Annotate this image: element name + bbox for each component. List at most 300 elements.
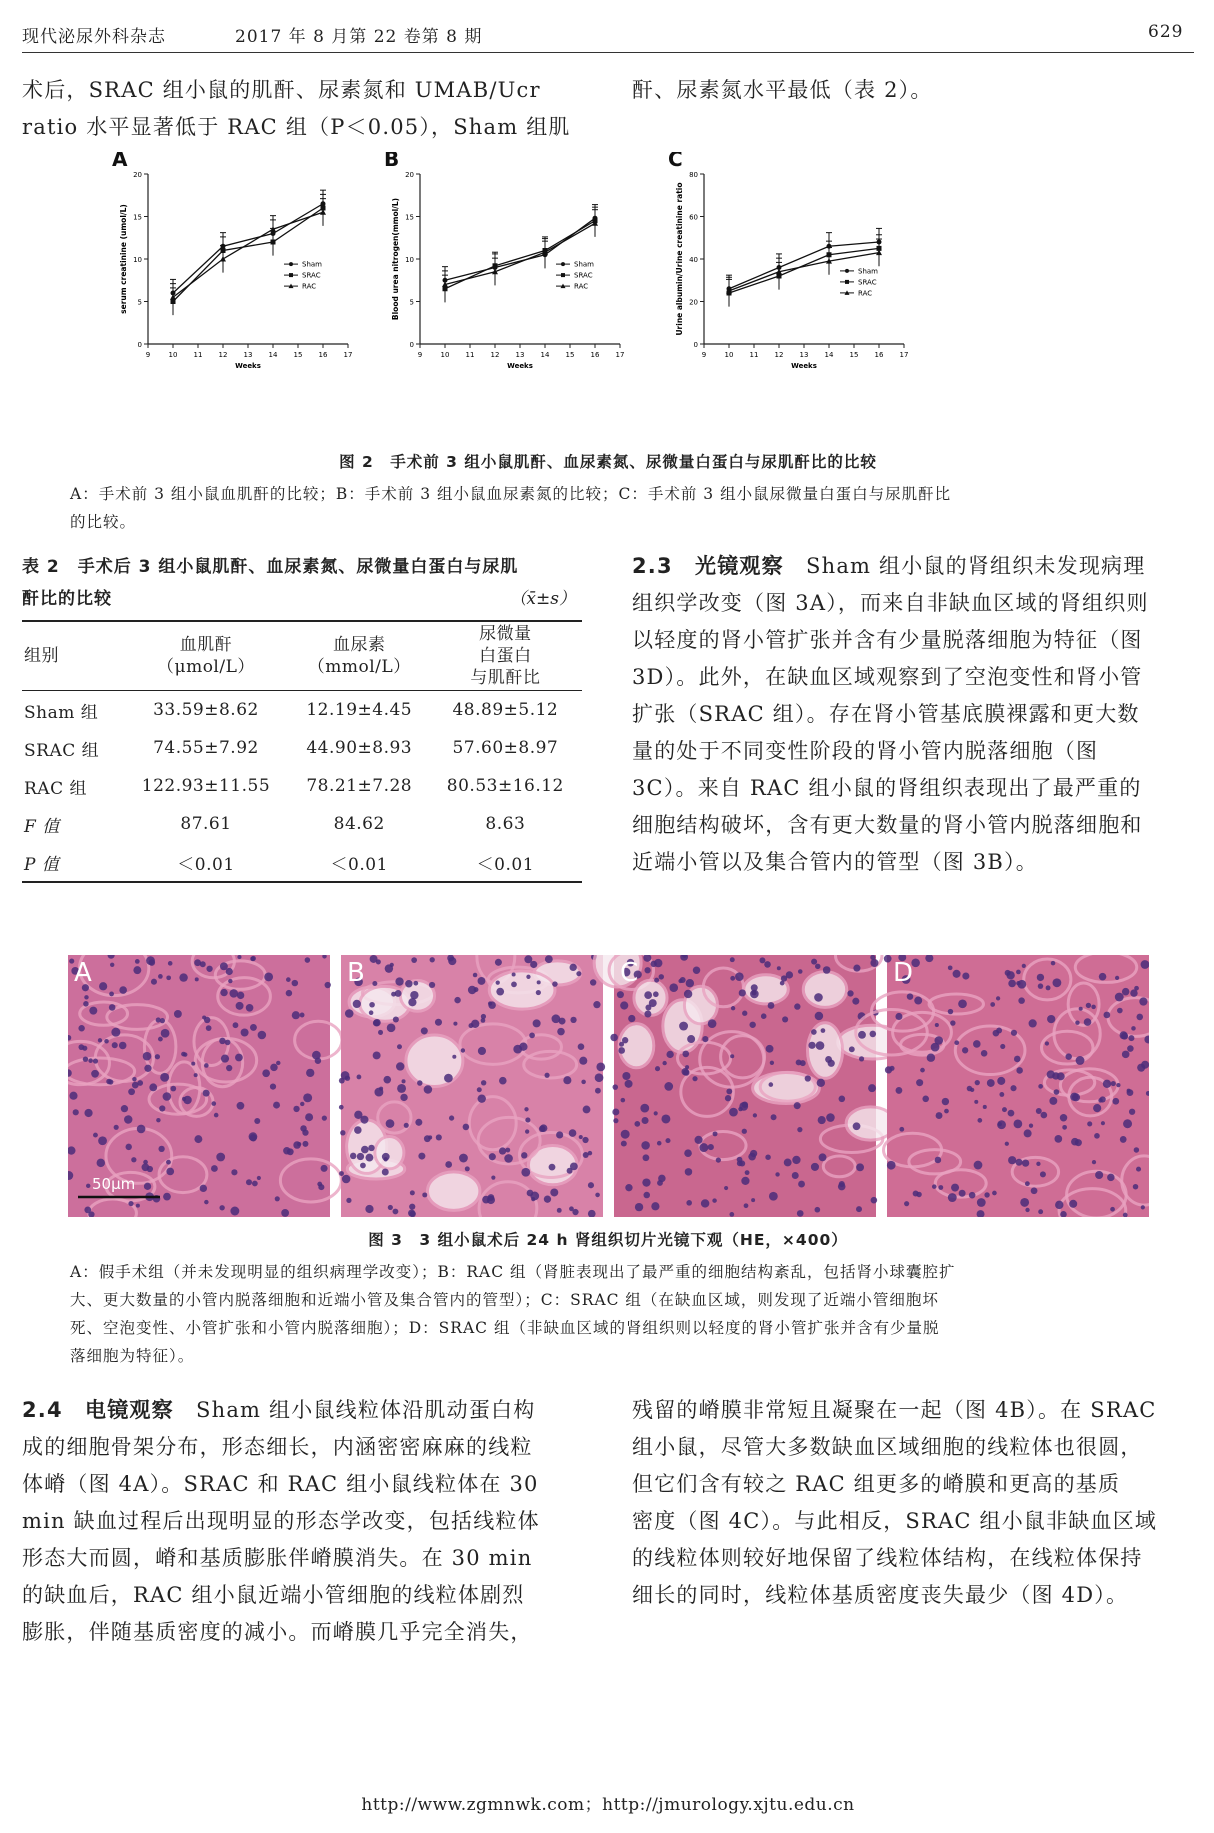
cell-nucleus xyxy=(539,1126,545,1132)
x-tick-label: 16 xyxy=(590,351,600,359)
cell-nucleus xyxy=(128,1201,133,1206)
cell-nucleus xyxy=(241,1029,249,1037)
cell-nucleus xyxy=(1115,993,1124,1002)
cell-nucleus xyxy=(131,1157,136,1162)
cell-nucleus xyxy=(112,1042,118,1048)
cell-nucleus xyxy=(161,1029,170,1038)
section-2-3-heading: 2.3 光镜观察 xyxy=(632,554,807,578)
cell-nucleus xyxy=(216,1153,225,1162)
x-axis-label: Weeks xyxy=(235,362,261,370)
cell-nucleus xyxy=(250,957,255,962)
issue-info: 2017 年 8 月第 22 卷第 8 期 xyxy=(235,27,483,47)
cell-nucleus xyxy=(454,997,460,1003)
cell-nucleus xyxy=(1130,989,1137,996)
cell-nucleus xyxy=(478,977,486,985)
legend-label: Sham xyxy=(858,267,878,276)
table-2-cell: 122.93±11.55 xyxy=(141,776,271,796)
cell-nucleus xyxy=(868,1084,876,1092)
cell-nucleus xyxy=(339,1078,345,1084)
cell-nucleus xyxy=(716,1157,721,1162)
cell-nucleus xyxy=(219,1205,224,1210)
tubule-shape xyxy=(375,1136,404,1168)
cell-nucleus xyxy=(387,1023,396,1032)
data-point xyxy=(220,256,226,262)
cell-nucleus xyxy=(204,1017,210,1023)
cell-nucleus xyxy=(340,1130,345,1135)
cell-nucleus xyxy=(1046,985,1051,990)
table-2-cell: 87.61 xyxy=(180,814,232,834)
cell-nucleus xyxy=(662,1061,666,1065)
cell-nucleus xyxy=(856,1163,864,1171)
cell-nucleus xyxy=(916,1079,923,1086)
cell-nucleus xyxy=(742,1101,748,1107)
legend-label: Sham xyxy=(302,260,322,269)
cell-nucleus xyxy=(155,1054,160,1059)
section-2-3-line: 细胞结构破坏，含有更大数量的肾小管内脱落细胞和 xyxy=(632,813,1143,837)
table-2-col-header: 组别 xyxy=(24,646,59,666)
cell-nucleus xyxy=(1022,964,1026,968)
section-2-4-line: 形态大而圆，嵴和基质膨胀伴嵴膜消失。在 30 min xyxy=(22,1546,533,1570)
top-right-line-1: 酐、尿素氮水平最低（表 2）。 xyxy=(632,78,933,102)
cell-nucleus xyxy=(1018,997,1025,1004)
cell-nucleus xyxy=(511,981,517,987)
cell-nucleus xyxy=(88,1058,93,1063)
cell-nucleus xyxy=(436,1134,442,1140)
cell-nucleus xyxy=(613,1118,618,1123)
table-2-col-header: 血尿素 （mmol/L） xyxy=(307,635,411,677)
table-2-cell: ＜0.01 xyxy=(177,854,235,875)
cell-nucleus xyxy=(570,964,577,971)
cell-nucleus xyxy=(1049,1097,1057,1105)
cell-nucleus xyxy=(1040,1171,1046,1177)
figure-3-svg xyxy=(68,955,1149,1217)
cell-nucleus xyxy=(237,955,241,959)
cell-nucleus xyxy=(300,1102,304,1106)
y-tick-label: 20 xyxy=(689,298,698,307)
cell-nucleus xyxy=(948,1193,957,1202)
cell-nucleus xyxy=(768,1002,775,1009)
cell-nucleus xyxy=(214,1113,219,1118)
cell-nucleus xyxy=(390,963,394,967)
section-2-4-left xyxy=(22,1392,582,1651)
table-2-cell: 57.60±8.97 xyxy=(452,738,559,758)
cell-nucleus xyxy=(473,973,478,978)
cell-nucleus xyxy=(317,1182,322,1187)
cell-nucleus xyxy=(625,1080,633,1088)
table-2-cell: 80.53±16.12 xyxy=(446,776,564,796)
section-2-3-line: 近端小管以及集合管内的管型（图 3B）。 xyxy=(632,850,1038,874)
x-tick-label: 11 xyxy=(749,351,759,359)
cell-nucleus xyxy=(769,1082,774,1087)
cell-nucleus xyxy=(934,1036,943,1045)
cell-nucleus xyxy=(920,1068,925,1073)
cell-nucleus xyxy=(305,1113,313,1121)
cell-nucleus xyxy=(525,1129,529,1133)
cell-nucleus xyxy=(388,1205,393,1210)
cell-nucleus xyxy=(570,1162,578,1170)
cell-nucleus xyxy=(1122,1051,1130,1059)
cell-nucleus xyxy=(365,1154,373,1162)
cell-nucleus xyxy=(621,1130,630,1139)
cell-nucleus xyxy=(1110,1207,1115,1212)
cell-nucleus xyxy=(449,1115,454,1120)
cell-nucleus xyxy=(838,1183,846,1191)
cell-nucleus xyxy=(730,976,735,981)
cell-nucleus xyxy=(524,1107,528,1111)
table-2-cell: 8.63 xyxy=(485,814,526,834)
cell-nucleus xyxy=(545,955,553,963)
cell-nucleus xyxy=(410,991,418,999)
cell-nucleus xyxy=(1095,1171,1103,1179)
section-2-3-line: 量的处于不同变性阶段的肾小管内脱落细胞（图 xyxy=(632,739,1099,763)
cell-nucleus xyxy=(411,957,417,963)
histology-panel-letter: A xyxy=(74,958,92,988)
cell-nucleus xyxy=(884,955,892,963)
cell-nucleus xyxy=(839,1095,846,1102)
cell-nucleus xyxy=(550,1188,558,1196)
cell-nucleus xyxy=(1037,974,1044,981)
cell-nucleus xyxy=(477,1087,482,1092)
cell-nucleus xyxy=(270,1083,276,1089)
cell-nucleus xyxy=(944,1109,949,1114)
cell-nucleus xyxy=(459,1154,468,1163)
y-axis-label: Urine albumin/Urine creatinine ratio xyxy=(675,182,684,336)
cell-nucleus xyxy=(950,1020,955,1025)
cell-nucleus xyxy=(372,981,377,986)
cell-nucleus xyxy=(977,1118,982,1123)
cell-nucleus xyxy=(583,1152,589,1158)
x-tick-label: 10 xyxy=(724,351,734,359)
y-tick-label: 5 xyxy=(409,298,414,307)
cell-nucleus xyxy=(257,1176,261,1180)
cell-nucleus xyxy=(998,1122,1002,1126)
cell-nucleus xyxy=(158,1146,164,1152)
cell-nucleus xyxy=(1008,1110,1015,1117)
cell-nucleus xyxy=(1103,1012,1110,1019)
figure-2-caption-line-2: 的比较。 xyxy=(70,513,137,531)
cell-nucleus xyxy=(725,1095,731,1101)
cell-nucleus xyxy=(1069,1200,1077,1208)
x-tick-label: 15 xyxy=(565,351,575,359)
cell-nucleus xyxy=(521,1168,530,1177)
cell-nucleus xyxy=(595,1073,604,1082)
cell-nucleus xyxy=(1101,1121,1105,1125)
cell-nucleus xyxy=(376,959,381,964)
cell-nucleus xyxy=(814,993,823,1002)
cell-nucleus xyxy=(684,990,692,998)
y-tick-label: 80 xyxy=(689,171,698,179)
cell-nucleus xyxy=(576,971,581,976)
x-axis-label: Weeks xyxy=(507,362,533,370)
cell-nucleus xyxy=(742,1011,747,1016)
cell-nucleus xyxy=(133,966,141,974)
x-tick-label: 14 xyxy=(824,351,834,359)
cell-nucleus xyxy=(620,1001,628,1009)
x-tick-label: 10 xyxy=(440,351,450,359)
cell-nucleus xyxy=(870,959,878,967)
cell-nucleus xyxy=(156,1118,160,1122)
cell-nucleus xyxy=(765,1154,771,1160)
cell-nucleus xyxy=(305,957,311,963)
cell-nucleus xyxy=(974,1161,983,1170)
cell-nucleus xyxy=(1014,1119,1023,1128)
cell-nucleus xyxy=(233,1022,239,1028)
y-tick-label: 10 xyxy=(133,256,142,264)
scale-bar-label: 50μm xyxy=(92,1175,136,1193)
cell-nucleus xyxy=(1122,988,1130,996)
table-2-row-label: F 值 xyxy=(24,816,60,837)
cell-nucleus xyxy=(1036,1162,1040,1166)
cell-nucleus xyxy=(293,1106,299,1112)
top-right-text xyxy=(632,72,1192,109)
series-line-srac xyxy=(729,248,879,293)
tubule-shape xyxy=(803,972,846,1008)
table-2-title-line-1: 表 2 手术后 3 组小鼠肌酐、血尿素氮、尿微量白蛋白与尿肌 xyxy=(22,557,519,577)
cell-nucleus xyxy=(445,1161,452,1168)
cell-nucleus xyxy=(856,1206,862,1212)
cell-nucleus xyxy=(797,1210,804,1217)
figure-3-panels xyxy=(68,955,1148,1217)
cell-nucleus xyxy=(530,961,537,968)
cell-nucleus xyxy=(1062,1125,1067,1130)
cell-nucleus xyxy=(163,1193,171,1201)
cell-nucleus xyxy=(682,1051,689,1058)
cell-nucleus xyxy=(1000,1044,1005,1049)
cell-nucleus xyxy=(1071,1138,1079,1146)
cell-nucleus xyxy=(481,1080,486,1085)
legend-label: Sham xyxy=(574,260,594,269)
cell-nucleus xyxy=(686,1200,692,1206)
x-tick-label: 11 xyxy=(465,351,475,359)
cell-nucleus xyxy=(397,1084,406,1093)
figure-3-title-text: 图 3 3 组小鼠术后 24 h 肾组织切片光镜下观（HE，×400） xyxy=(368,1231,848,1249)
cell-nucleus xyxy=(1060,1114,1067,1121)
cell-nucleus xyxy=(935,1023,939,1027)
cell-nucleus xyxy=(635,1203,643,1211)
cell-nucleus xyxy=(229,989,238,998)
cell-nucleus xyxy=(975,1080,980,1085)
cell-nucleus xyxy=(424,1135,431,1142)
table-2-row-label: SRAC 组 xyxy=(24,740,100,761)
cell-nucleus xyxy=(478,1094,486,1102)
cell-nucleus xyxy=(382,1169,389,1176)
cell-nucleus xyxy=(160,1018,165,1023)
cell-nucleus xyxy=(745,1170,750,1175)
cell-nucleus xyxy=(748,1153,756,1161)
cell-nucleus xyxy=(852,998,859,1005)
cell-nucleus xyxy=(98,1136,107,1145)
cell-nucleus xyxy=(109,991,114,996)
x-tick-label: 13 xyxy=(799,351,809,359)
cell-nucleus xyxy=(1099,973,1107,981)
cell-nucleus xyxy=(798,1181,805,1188)
cell-nucleus xyxy=(643,1192,650,1199)
cell-nucleus xyxy=(1107,1174,1114,1181)
cell-nucleus xyxy=(149,959,155,965)
table-2-col-header: 尿微量 白蛋白 与肌酐比 xyxy=(470,624,541,688)
cell-nucleus xyxy=(345,1009,354,1018)
cell-nucleus xyxy=(302,1141,308,1147)
cell-nucleus xyxy=(453,1022,457,1026)
cell-nucleus xyxy=(104,1039,109,1044)
x-axis-label: Weeks xyxy=(791,362,817,370)
cell-nucleus xyxy=(938,1185,943,1190)
cell-nucleus xyxy=(478,1047,486,1055)
cell-nucleus xyxy=(735,972,744,981)
cell-nucleus xyxy=(1016,1159,1023,1166)
legend-label: SRAC xyxy=(858,278,877,287)
cell-nucleus xyxy=(907,993,913,999)
cell-nucleus xyxy=(84,995,88,999)
cell-nucleus xyxy=(168,961,173,966)
cell-nucleus xyxy=(644,967,650,973)
cell-nucleus xyxy=(775,1172,779,1176)
cell-nucleus xyxy=(686,979,694,987)
cell-nucleus xyxy=(724,1186,728,1190)
cell-nucleus xyxy=(357,1075,362,1080)
y-tick-label: 20 xyxy=(405,171,414,179)
series-line-rac xyxy=(445,223,595,284)
cell-nucleus xyxy=(391,992,396,997)
cell-nucleus xyxy=(1116,1083,1120,1087)
cell-nucleus xyxy=(512,972,516,976)
section-2-4-right xyxy=(632,1392,1192,1614)
cell-nucleus xyxy=(136,1204,140,1208)
cell-nucleus xyxy=(474,987,479,992)
cell-nucleus xyxy=(1025,1208,1029,1212)
cell-nucleus xyxy=(744,1203,749,1208)
cell-nucleus xyxy=(661,1114,670,1123)
section-2-3-text: Sham 组小鼠的肾组织未发现病理 xyxy=(806,554,1146,578)
cell-nucleus xyxy=(463,1124,470,1131)
cell-nucleus xyxy=(729,1212,734,1217)
table-2-row-label: P 值 xyxy=(24,854,60,875)
cell-nucleus xyxy=(410,1190,415,1195)
cell-nucleus xyxy=(617,991,624,998)
cell-nucleus xyxy=(659,974,664,979)
header-rule xyxy=(22,52,1194,53)
cell-nucleus xyxy=(496,980,500,984)
table-2-cell: ＜0.01 xyxy=(330,854,388,875)
cell-nucleus xyxy=(99,982,107,990)
cell-nucleus xyxy=(595,1088,601,1094)
cell-nucleus xyxy=(231,1169,237,1175)
cell-nucleus xyxy=(292,1011,300,1019)
cell-nucleus xyxy=(220,962,228,970)
x-tick-label: 17 xyxy=(899,351,909,359)
cell-nucleus xyxy=(499,1147,506,1154)
cell-nucleus xyxy=(895,1013,902,1020)
cell-nucleus xyxy=(78,1025,84,1031)
table-2-stat-note: （x̄±s） xyxy=(509,589,576,609)
cell-nucleus xyxy=(1103,1080,1111,1088)
cell-nucleus xyxy=(556,1131,563,1138)
cell-nucleus xyxy=(871,1197,878,1204)
cell-nucleus xyxy=(983,1105,987,1109)
cell-nucleus xyxy=(1052,978,1061,987)
cell-nucleus xyxy=(283,1147,290,1154)
cell-nucleus xyxy=(1131,1026,1136,1031)
cell-nucleus xyxy=(237,992,244,999)
cell-nucleus xyxy=(1020,1198,1029,1207)
section-2-3-line: 3D）。此外，在缺血区域观察到了空泡变性和肾小管 xyxy=(632,665,1143,689)
section-2-4-right-line: 细长的同时，线粒体基质密度丧失最少（图 4D）。 xyxy=(632,1583,1129,1607)
x-tick-label: 17 xyxy=(615,351,625,359)
cell-nucleus xyxy=(569,1129,577,1137)
cell-nucleus xyxy=(658,1175,666,1183)
cell-nucleus xyxy=(992,1191,997,1196)
cell-nucleus xyxy=(797,1127,802,1132)
cell-nucleus xyxy=(1054,1089,1060,1095)
cell-nucleus xyxy=(415,1119,422,1126)
section-2-4-line: 的缺血后，RAC 组小鼠近端小管细胞的线粒体剧烈 xyxy=(22,1583,525,1607)
cell-nucleus xyxy=(1127,1089,1134,1096)
cell-nucleus xyxy=(93,1059,98,1064)
section-2-3-line: 扩张（SRAC 组）。存在肾小管基底膜裸露和更大数 xyxy=(632,702,1140,726)
cell-nucleus xyxy=(270,1064,278,1072)
histology-panel xyxy=(339,955,605,1217)
cell-nucleus xyxy=(953,970,961,978)
cell-nucleus xyxy=(664,1082,673,1091)
cell-nucleus xyxy=(276,1061,280,1065)
cell-nucleus xyxy=(365,1205,373,1213)
cell-nucleus xyxy=(84,1206,91,1213)
cell-nucleus xyxy=(1011,1030,1017,1036)
cell-nucleus xyxy=(481,1018,486,1023)
cell-nucleus xyxy=(206,966,212,972)
legend-marker xyxy=(289,273,293,277)
cell-nucleus xyxy=(581,1080,586,1085)
cell-nucleus xyxy=(549,1164,556,1171)
table-2-cell: 74.55±7.92 xyxy=(153,738,259,758)
cell-nucleus xyxy=(444,1074,453,1083)
cell-nucleus xyxy=(1054,1135,1062,1143)
cell-nucleus xyxy=(1070,1093,1078,1101)
cell-nucleus xyxy=(158,974,163,979)
cell-nucleus xyxy=(513,1045,522,1054)
cell-nucleus xyxy=(951,1184,959,1192)
y-axis-label: Blood urea nitrogen(mmol/L) xyxy=(391,197,400,321)
cell-nucleus xyxy=(339,1105,344,1110)
cell-nucleus xyxy=(429,982,435,988)
page-number: 629 xyxy=(1148,22,1184,42)
cell-nucleus xyxy=(424,1085,433,1094)
cell-nucleus xyxy=(166,975,171,980)
cell-nucleus xyxy=(932,1184,937,1189)
cell-nucleus xyxy=(400,1094,407,1101)
histology-panel-letter: B xyxy=(347,958,365,988)
cell-nucleus xyxy=(899,1127,904,1132)
histology-panel xyxy=(594,955,906,1217)
cell-nucleus xyxy=(495,959,502,966)
cell-nucleus xyxy=(417,1080,422,1085)
cell-nucleus xyxy=(300,1013,305,1018)
cell-nucleus xyxy=(642,1117,649,1124)
cell-nucleus xyxy=(303,1093,312,1102)
cell-nucleus xyxy=(769,1192,778,1201)
cell-nucleus xyxy=(159,1105,165,1111)
series-line-sham xyxy=(445,218,595,280)
cell-nucleus xyxy=(128,1088,135,1095)
cell-nucleus xyxy=(73,1109,79,1115)
cell-nucleus xyxy=(249,1132,258,1141)
cell-nucleus xyxy=(302,1129,308,1135)
cell-nucleus xyxy=(922,1096,929,1103)
cell-nucleus xyxy=(1092,1160,1096,1164)
legend-marker xyxy=(845,269,849,273)
cell-nucleus xyxy=(525,1117,530,1122)
cell-nucleus xyxy=(386,1119,395,1128)
